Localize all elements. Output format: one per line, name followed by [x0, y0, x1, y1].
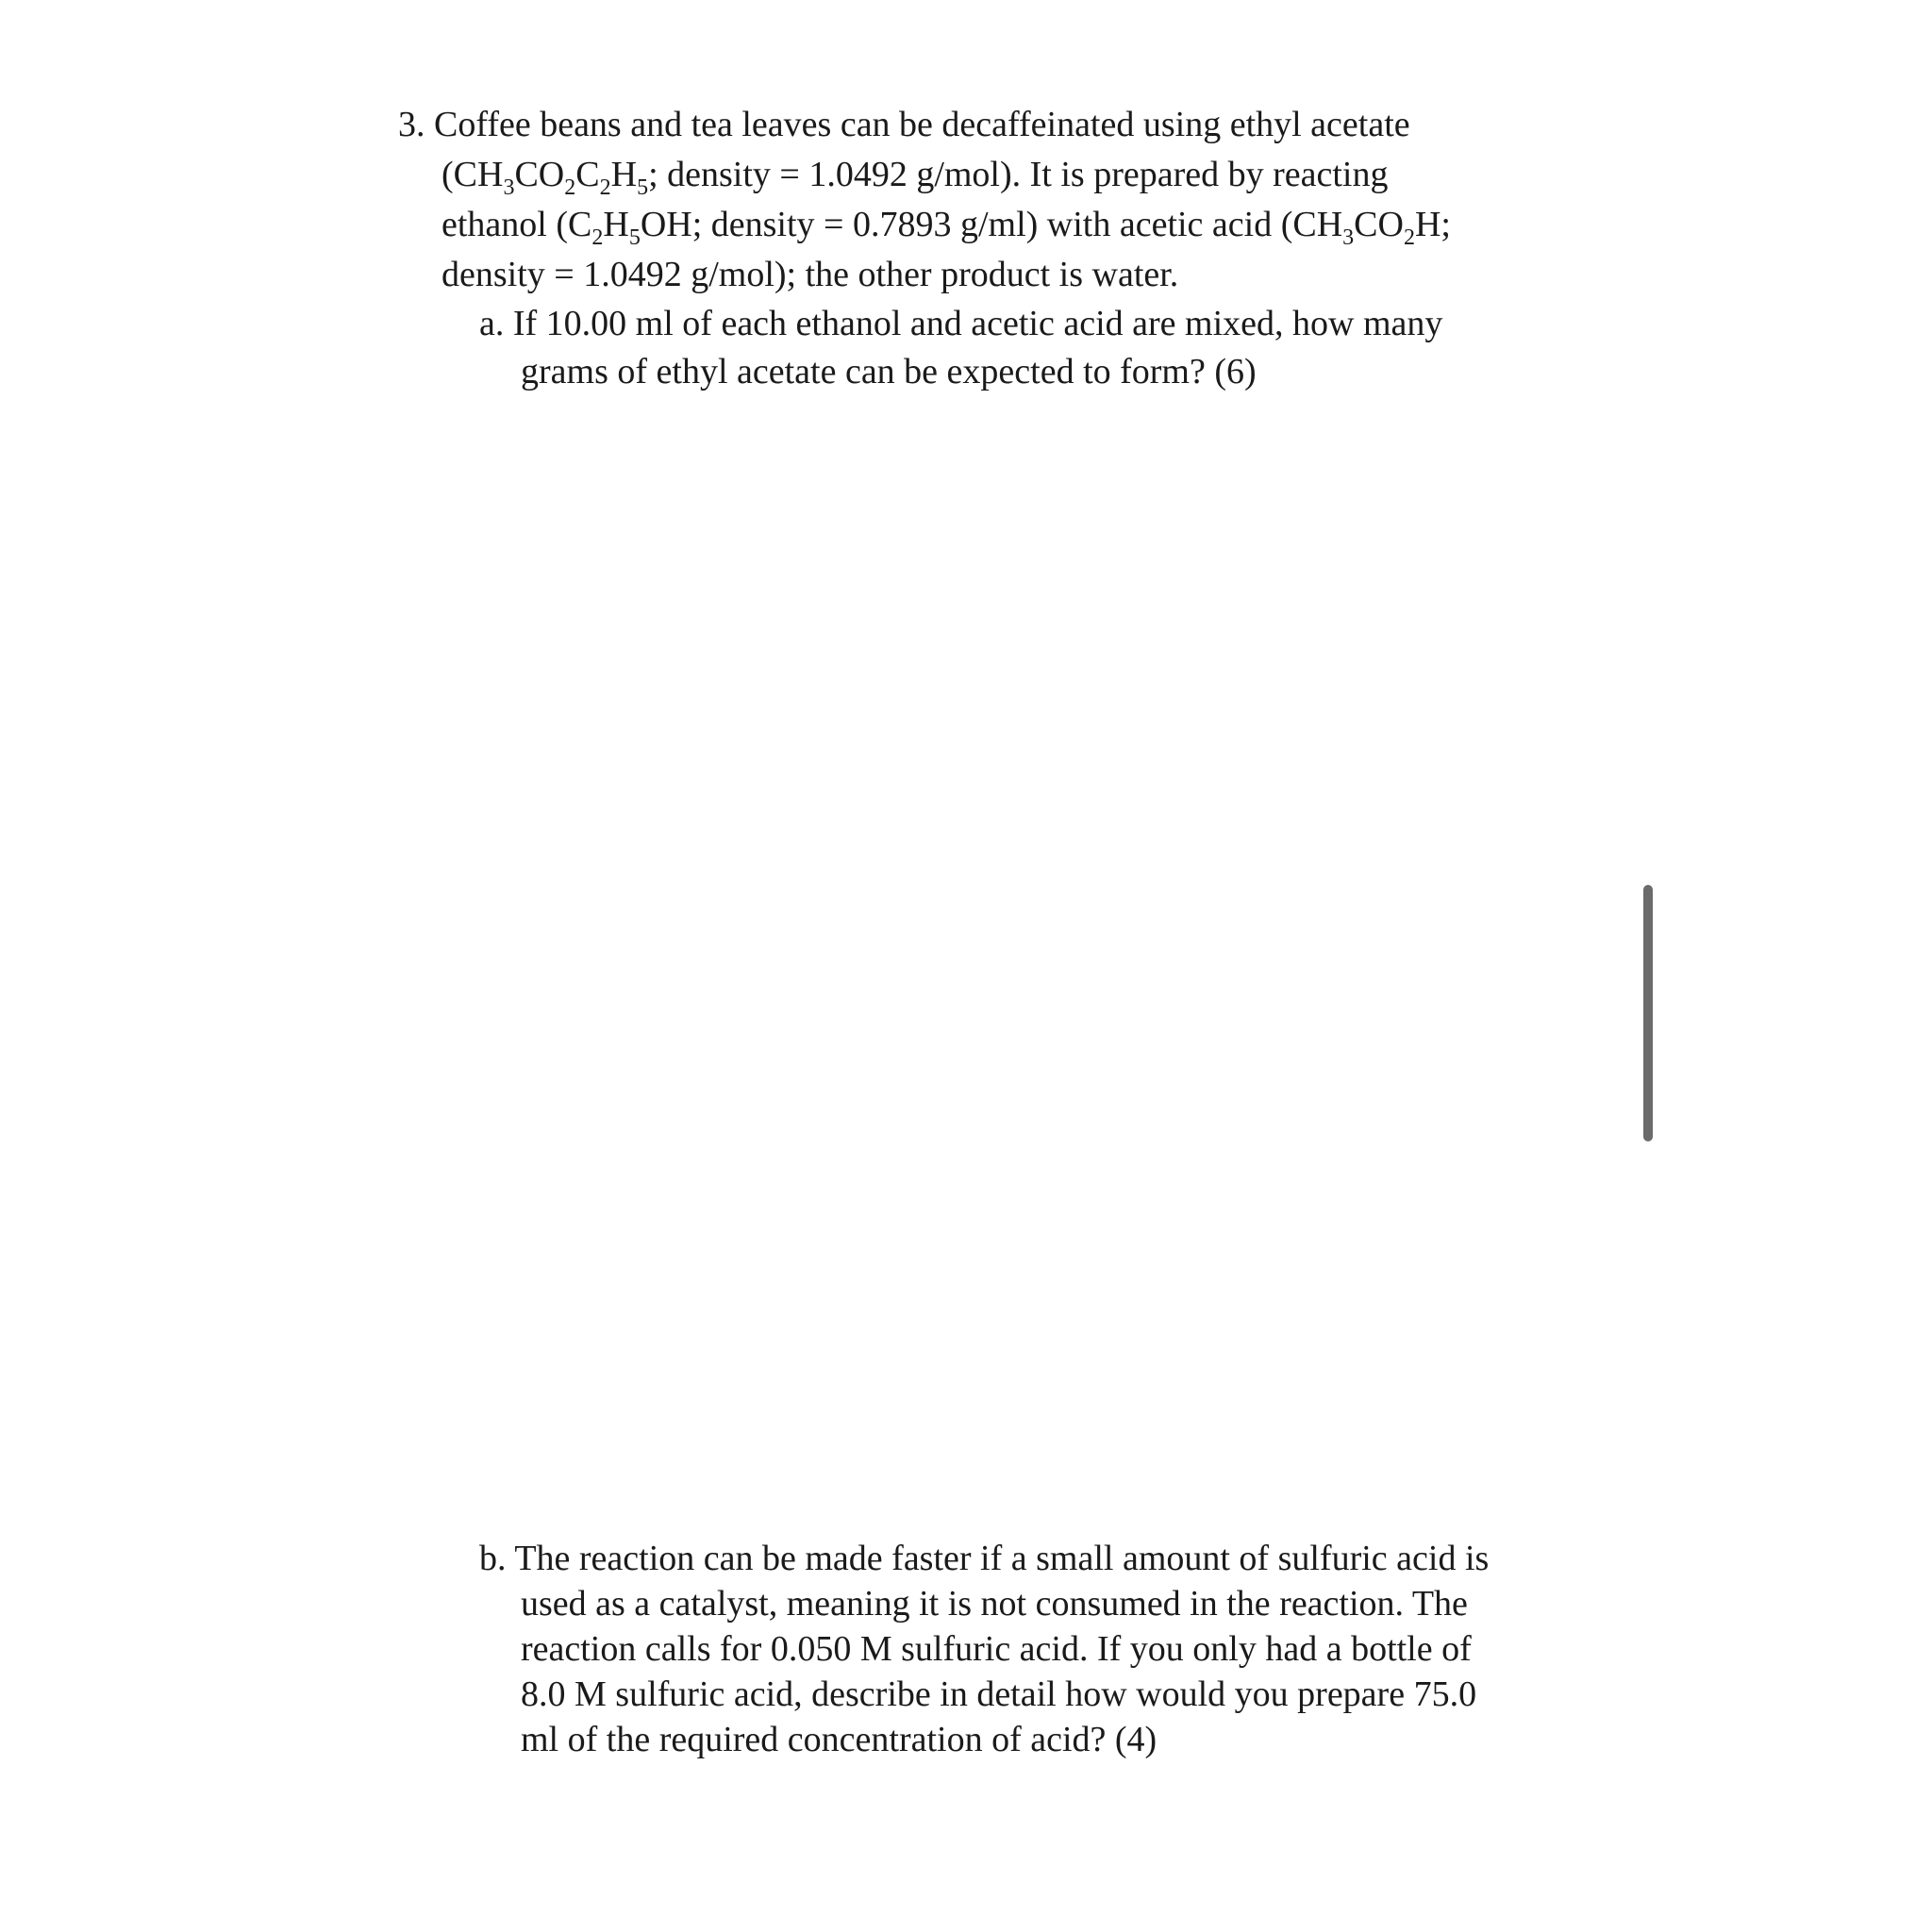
part-b — [479, 1536, 1649, 1762]
question-line-2 — [398, 150, 1634, 200]
formula-subscript: 2 — [599, 175, 611, 200]
part-a-label: a. — [479, 304, 505, 343]
formula-text: CO — [1354, 205, 1404, 244]
scrollbar-handle[interactable] — [1643, 885, 1653, 1141]
part-b-line-5: ml of the required concentration of acid? (4) — [521, 1720, 1158, 1759]
formula-subscript: 3 — [503, 175, 515, 200]
question-line-4: density = 1.0492 g/mol); the other product is water. — [441, 255, 1179, 294]
question-text-line-2: ; density = 1.0492 g/mol). It is prepared by reacting — [648, 155, 1389, 194]
formula-text: (CH — [441, 155, 504, 194]
part-b-text-1: The reaction can be made faster if a small amount of sulfuric acid is — [514, 1539, 1490, 1578]
formula-text: H — [610, 155, 638, 194]
formula-text: OH; density = 0.7893 g/ml) with acetic acid (CH — [640, 205, 1343, 244]
part-a-text-1: If 10.00 ml of each ethanol and acetic acid are mixed, how many — [512, 304, 1443, 343]
part-b-line-1 — [479, 1536, 1649, 1581]
formula-text: ethanol (C — [441, 205, 592, 244]
part-b-line-2: used as a catalyst, meaning it is not consumed in the reaction. The — [521, 1584, 1468, 1624]
formula-text: H — [603, 205, 629, 244]
question-line-3 — [398, 200, 1634, 250]
formula-text: H; — [1414, 205, 1451, 244]
part-a-line-2: grams of ethyl acetate can be expected to form? (6) — [521, 352, 1257, 391]
question-line-1 — [398, 100, 1634, 150]
formula-text: C — [575, 155, 600, 194]
part-a-line-1 — [479, 300, 1649, 348]
formula-subscript: 2 — [591, 225, 604, 250]
part-a — [479, 300, 1649, 396]
formula-subscript: 2 — [564, 175, 576, 200]
question-text-line-1: Coffee beans and tea leaves can be decaffeinated using ethyl acetate — [434, 105, 1410, 144]
formula-subscript: 5 — [628, 225, 641, 250]
part-b-label: b. — [479, 1539, 507, 1578]
question-3 — [398, 100, 1634, 300]
formula-subscript: 5 — [637, 175, 649, 200]
part-b-line-3: reaction calls for 0.050 M sulfuric acid. If you only had a bottle of — [521, 1629, 1472, 1669]
formula-subscript: 3 — [1342, 225, 1355, 250]
part-b-line-4: 8.0 M sulfuric acid, describe in detail how would you prepare 75.0 — [521, 1674, 1477, 1714]
formula-text: CO — [514, 155, 565, 194]
formula-subscript: 2 — [1403, 225, 1415, 250]
question-number: 3. — [398, 105, 425, 144]
